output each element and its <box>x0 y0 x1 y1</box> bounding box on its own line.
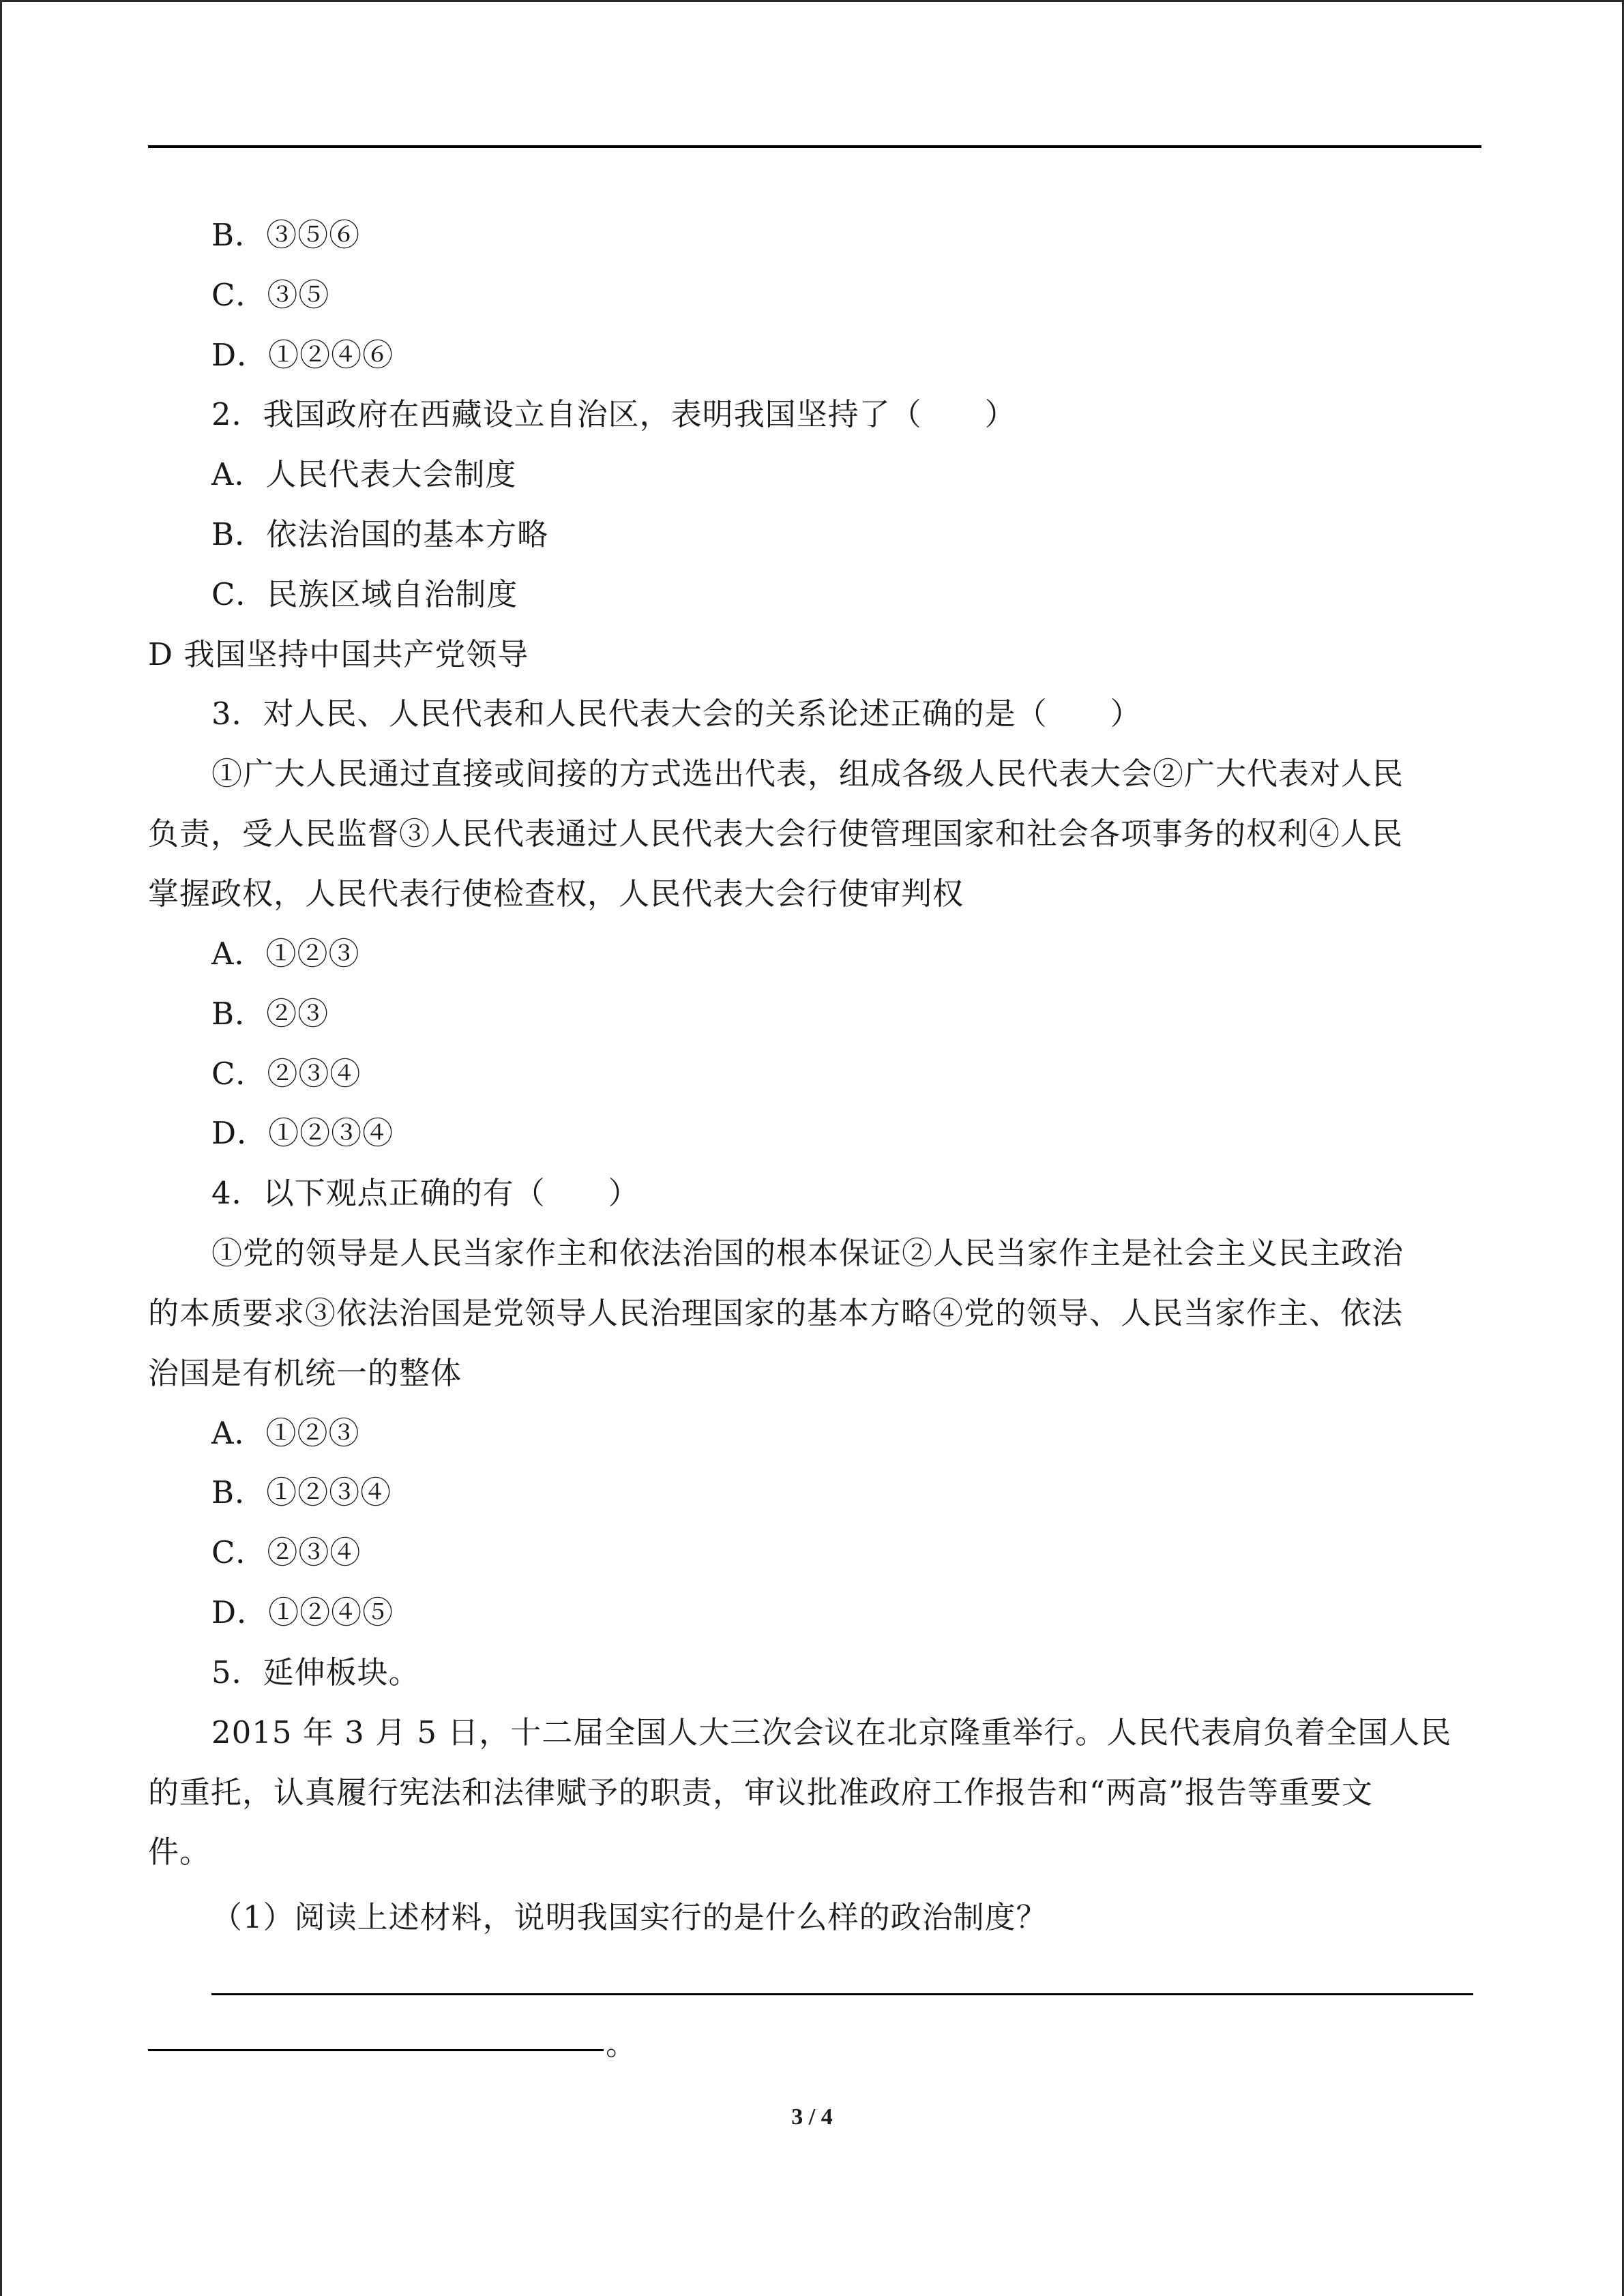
q4-statement-2: 的本质要求③依法治国是党领导人民治理国家的基本方略④党的领导、人民当家作主、依法 <box>148 1295 1404 1331</box>
q2-option-c: C．民族区域自治制度 <box>211 576 518 612</box>
q1-option-c: C．③⑤ <box>211 277 330 313</box>
q3-statement-2: 负责，受人民监督③人民代表通过人民代表大会行使管理国家和社会各项事务的权利④人民 <box>148 816 1404 852</box>
q1-option-b: B．③⑤⑥ <box>211 217 361 253</box>
q2-option-a: A．人民代表大会制度 <box>211 456 517 492</box>
q3-stem: 3．对人民、人民代表和人民代表大会的关系论述正确的是（ ） <box>211 696 1142 732</box>
q3-option-c: C．②③④ <box>211 1056 361 1092</box>
q3-option-b: B．②③ <box>211 996 329 1032</box>
page-number: 3 / 4 <box>791 2104 833 2130</box>
q3-statement-3: 掌握政权，人民代表行使检查权，人民代表大会行使审判权 <box>148 876 964 912</box>
q4-statement-1: ①党的领导是人民当家作主和依法治国的根本保证②人民当家作主是社会主义民主政治 <box>211 1235 1404 1271</box>
q4-stem: 4．以下观点正确的有（ ） <box>211 1175 640 1211</box>
q5-material-3: 件。 <box>148 1834 211 1870</box>
q2-stem: 2．我国政府在西藏设立自治区，表明我国坚持了（ ） <box>211 396 1016 432</box>
q5-material-1: 2015 年 3 月 5 日，十二届全国人大三次会议在北京隆重举行。人民代表肩负着全国人民 <box>211 1714 1452 1750</box>
answer-blank-line-2 <box>148 2049 604 2051</box>
q2-option-d: D 我国坚持中国共产党领导 <box>148 636 529 672</box>
page-frame-top <box>0 0 1624 2</box>
q5-subquestion-1: （1）阅读上述材料，说明我国实行的是什么样的政治制度？ <box>211 1899 1048 1935</box>
q1-option-d: D．①②④⑥ <box>211 337 394 373</box>
q4-option-d: D．①②④⑤ <box>211 1594 394 1630</box>
q5-material-2: 的重托，认真履行宪法和法律赋予的职责，审议批准政府工作报告和“两高”报告等重要文 <box>148 1774 1374 1810</box>
page-frame-left <box>0 0 2 2296</box>
q4-option-a: A．①②③ <box>211 1415 360 1451</box>
header-rule <box>148 145 1481 148</box>
q4-option-b: B．①②③④ <box>211 1474 392 1510</box>
q4-statement-3: 治国是有机统一的整体 <box>148 1355 462 1391</box>
answer-end-mark: 。 <box>606 2026 637 2062</box>
q5-stem: 5．延伸板块。 <box>211 1654 420 1690</box>
answer-blank-line-1 <box>211 1993 1473 1995</box>
q3-option-d: D．①②③④ <box>211 1115 394 1151</box>
q3-option-a: A．①②③ <box>211 936 360 972</box>
q3-statement-1: ①广大人民通过直接或间接的方式选出代表，组成各级人民代表大会②广大代表对人民 <box>211 756 1404 792</box>
q2-option-b: B．依法治国的基本方略 <box>211 516 549 552</box>
q4-option-c: C．②③④ <box>211 1534 361 1570</box>
